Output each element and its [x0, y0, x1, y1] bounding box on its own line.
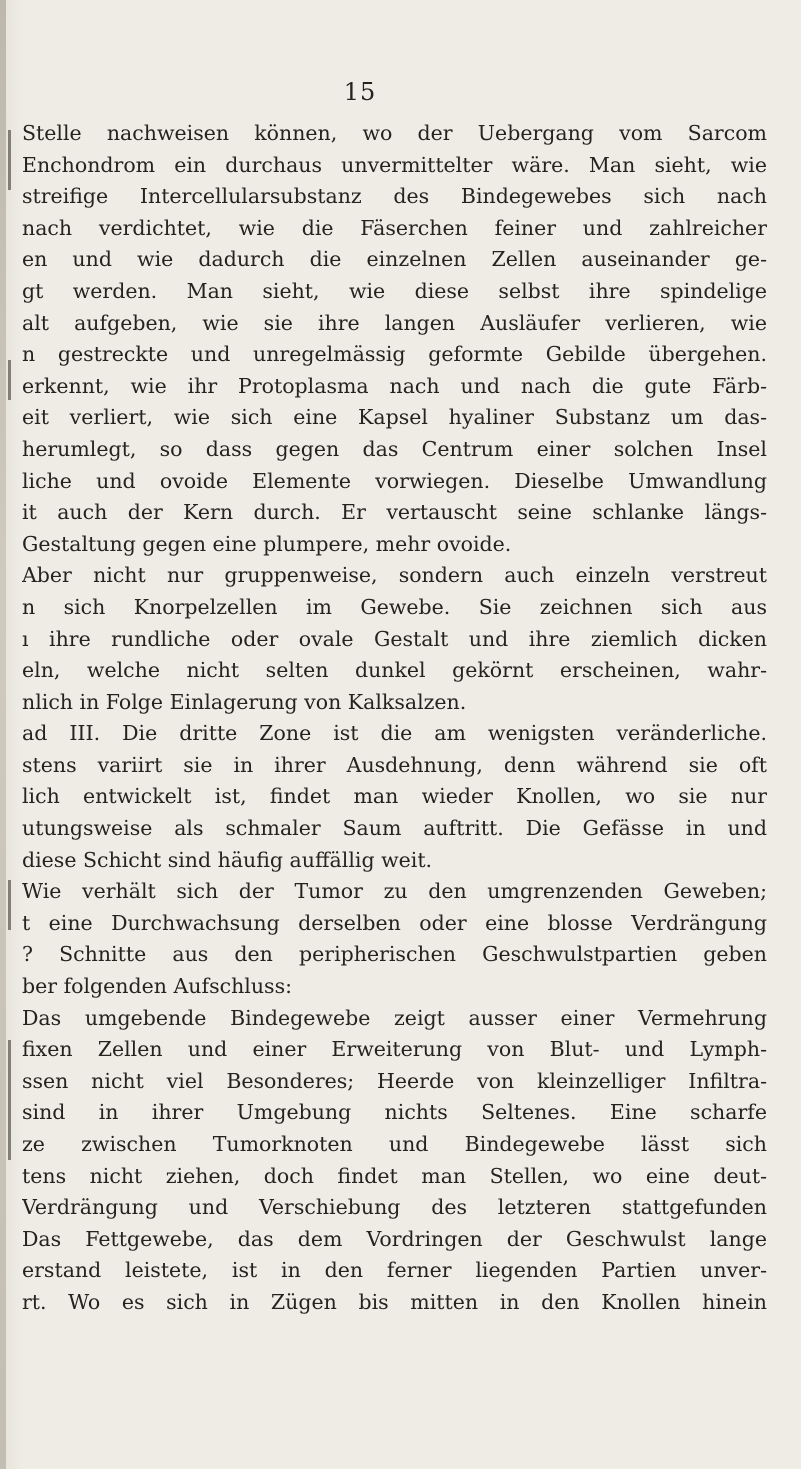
body-text [22, 118, 767, 1319]
text-line: ? Schnitte aus den peripherischen Geschwulstpartien geben [22, 942, 767, 967]
text-line: t eine Durchwachsung derselben oder eine blosse Verdrängung [22, 910, 767, 935]
text-line: Verdrängung und Verschiebung des letzteren stattgefunden [22, 1195, 767, 1220]
text-line: tens nicht ziehen, doch findet man Stellen, wo eine deut- [22, 1163, 767, 1188]
binding-shadow [8, 1040, 11, 1160]
text-line: fixen Zellen und einer Erweiterung von Blut- und Lymph- [22, 1037, 767, 1062]
text-line: it auch der Kern durch. Er vertauscht seine schlanke längs- [22, 500, 767, 525]
text-line: stens variirt sie in ihrer Ausdehnung, denn während sie oft [22, 752, 767, 777]
text-line: sind in ihrer Umgebung nichts Seltenes. Eine scharfe [22, 1100, 767, 1125]
text-line: utungsweise als schmaler Saum auftritt. Die Gefässe in und [22, 816, 767, 841]
text-line: ı ihre rundliche oder ovale Gestalt und ihre ziemlich dicken [22, 626, 767, 651]
page-number: 15 [343, 78, 377, 106]
book-gutter [0, 0, 6, 1469]
text-line: ze zwischen Tumorknoten und Bindegewebe lässt sich [22, 1132, 767, 1156]
text-line: n gestreckte und unregelmässig geformte Gebilde übergehen. [22, 342, 767, 367]
binding-shadow [8, 880, 11, 930]
text-line: nlich in Folge Einlagerung von Kalksalzen. [22, 689, 467, 714]
text-line: diese Schicht sind häufig auffällig weit. [22, 847, 433, 872]
text-line: Enchondrom ein durchaus unvermittelter wäre. Man sieht, wie [22, 152, 767, 177]
text-line: lich entwickelt ist, findet man wieder Knollen, wo sie nur [22, 784, 767, 809]
binding-shadow [8, 130, 11, 190]
text-line: Wie verhält sich der Tumor zu den umgrenzenden Geweben; [22, 879, 767, 904]
text-line: ad III. Die dritte Zone ist die am wenigsten veränderliche. [22, 721, 767, 746]
text-line: alt aufgeben, wie sie ihre langen Ausläufer verlieren, wie [22, 310, 767, 335]
text-line: en und wie dadurch die einzelnen Zellen auseinander ge- [22, 247, 767, 272]
text-line: n sich Knorpelzellen im Gewebe. Sie zeichnen sich aus [22, 594, 767, 619]
text-line: Gestaltung gegen eine plumpere, mehr ovoide. [22, 531, 512, 556]
text-line: gt werden. Man sieht, wie diese selbst ihre spindelige [22, 278, 767, 303]
text-line: Stelle nachweisen können, wo der Uebergang vom Sarcom [22, 121, 767, 145]
text-line: eln, welche nicht selten dunkel gekörnt erscheinen, wahr- [22, 658, 767, 683]
text-line: erkennt, wie ihr Protoplasma nach und nach die gute Färb- [22, 373, 767, 398]
text-line: nach verdichtet, wie die Fäserchen feiner und zahlreicher [22, 215, 767, 240]
text-line: streifige Intercellularsubstanz des Bindegewebes sich nach [22, 184, 767, 209]
text-line: liche und ovoide Elemente vorwiegen. Dieselbe Umwandlung [22, 468, 767, 493]
text-line: rt. Wo es sich in Zügen bis mitten in den Knollen hinein [22, 1289, 767, 1314]
text-line: Das Fettgewebe, das dem Vordringen der Geschwulst lange [22, 1226, 767, 1251]
text-line: erstand leistete, ist in den ferner liegenden Partien unver- [22, 1258, 767, 1283]
text-line: Das umgebende Bindegewebe zeigt ausser einer Vermehrung [22, 1005, 767, 1030]
text-line: eit verliert, wie sich eine Kapsel hyaliner Substanz um das- [22, 405, 767, 430]
binding-shadow [8, 360, 11, 400]
text-line: ber folgenden Aufschluss: [22, 974, 292, 999]
text-line: herumlegt, so dass gegen das Centrum einer solchen Insel [22, 436, 767, 461]
text-line: ssen nicht viel Besonderes; Heerde von kleinzelliger Infiltra- [22, 1068, 767, 1093]
text-line: Aber nicht nur gruppenweise, sondern auch einzeln verstreut [22, 563, 767, 588]
